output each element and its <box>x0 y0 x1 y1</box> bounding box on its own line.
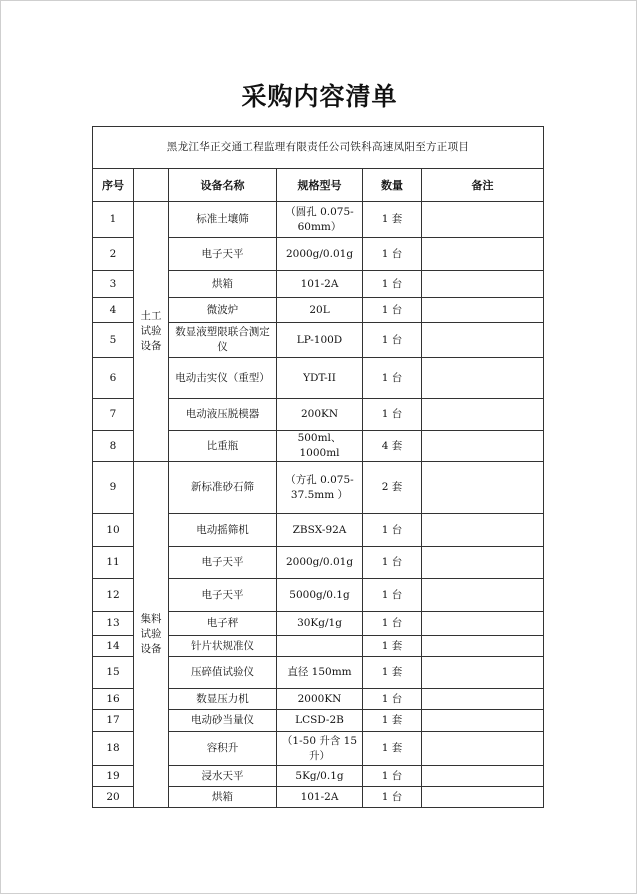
row-number: 7 <box>93 399 134 431</box>
category-label: 集料 <box>140 613 162 625</box>
equipment-spec: 2000g/0.01g <box>277 547 363 579</box>
header-category <box>134 169 169 202</box>
category-label: 设备 <box>140 340 162 352</box>
equipment-spec: 101-2A <box>277 787 363 808</box>
equipment-name: 标准土壤筛 <box>169 202 277 238</box>
row-number: 3 <box>93 271 134 298</box>
equipment-spec: 20L <box>277 298 363 323</box>
category-soil <box>134 202 169 462</box>
equipment-remark <box>422 710 544 732</box>
row-number: 19 <box>93 766 134 787</box>
equipment-name: 电动摇筛机 <box>169 514 277 547</box>
row-number: 2 <box>93 238 134 271</box>
equipment-qty: 1 套 <box>363 710 422 732</box>
project-row <box>93 127 544 169</box>
equipment-remark <box>422 358 544 399</box>
equipment-qty: 1 台 <box>363 358 422 399</box>
equipment-qty: 1 台 <box>363 579 422 612</box>
equipment-spec: 30Kg/1g <box>277 612 363 636</box>
equipment-name: 新标准砂石筛 <box>169 462 277 514</box>
equipment-qty: 1 台 <box>363 787 422 808</box>
row-number: 17 <box>93 710 134 732</box>
equipment-qty: 1 台 <box>363 766 422 787</box>
row-number: 14 <box>93 636 134 657</box>
equipment-remark <box>422 787 544 808</box>
row-number: 1 <box>93 202 134 238</box>
category-label: 土工 <box>140 310 162 322</box>
equipment-remark <box>422 579 544 612</box>
equipment-name: 电动击实仪（重型） <box>169 358 277 399</box>
row-number: 9 <box>93 462 134 514</box>
header-row <box>93 169 544 202</box>
document-title: 采购内容清单 <box>241 82 398 111</box>
equipment-name: 烘箱 <box>169 271 277 298</box>
equipment-qty: 1 套 <box>363 636 422 657</box>
table-row <box>93 462 544 514</box>
equipment-qty: 1 台 <box>363 514 422 547</box>
equipment-remark <box>422 657 544 689</box>
equipment-qty: 1 套 <box>363 202 422 238</box>
equipment-name: 电子天平 <box>169 238 277 271</box>
equipment-name: 电动液压脱模器 <box>169 399 277 431</box>
equipment-spec <box>277 636 363 657</box>
equipment-remark <box>422 636 544 657</box>
equipment-remark <box>422 514 544 547</box>
equipment-name: 容积升 <box>169 732 277 766</box>
row-number: 16 <box>93 689 134 710</box>
equipment-name: 电子秤 <box>169 612 277 636</box>
row-number: 12 <box>93 579 134 612</box>
equipment-remark <box>422 323 544 358</box>
equipment-remark <box>422 271 544 298</box>
equipment-remark <box>422 462 544 514</box>
header-spec: 规格型号 <box>277 169 363 202</box>
equipment-name: 电子天平 <box>169 579 277 612</box>
row-number: 8 <box>93 431 134 462</box>
row-number: 15 <box>93 657 134 689</box>
row-number: 13 <box>93 612 134 636</box>
equipment-name: 电动砂当量仪 <box>169 710 277 732</box>
equipment-spec: 直径 150mm <box>277 657 363 689</box>
equipment-qty: 1 台 <box>363 612 422 636</box>
category-label: 试验 <box>140 325 162 337</box>
row-number: 5 <box>93 323 134 358</box>
category-label: 设备 <box>140 643 162 655</box>
equipment-qty: 4 套 <box>363 431 422 462</box>
equipment-spec: 5Kg/0.1g <box>277 766 363 787</box>
equipment-name: 烘箱 <box>169 787 277 808</box>
header-name: 设备名称 <box>169 169 277 202</box>
equipment-qty: 1 台 <box>363 547 422 579</box>
project-name: 黑龙江华正交通工程监理有限责任公司铁科高速凤阳至方正项目 <box>93 127 544 169</box>
equipment-name: 比重瓶 <box>169 431 277 462</box>
row-number: 4 <box>93 298 134 323</box>
equipment-name: 数显液塑限联合测定仪 <box>169 323 277 358</box>
equipment-qty: 1 台 <box>363 238 422 271</box>
equipment-spec: ZBSX-92A <box>277 514 363 547</box>
equipment-spec: 101-2A <box>277 271 363 298</box>
equipment-remark <box>422 766 544 787</box>
equipment-qty: 1 台 <box>363 298 422 323</box>
header-remark: 备注 <box>422 169 544 202</box>
procurement-table <box>92 126 544 808</box>
equipment-spec: （方孔 0.075-37.5mm ） <box>277 462 363 514</box>
equipment-spec: 500ml、1000ml <box>277 431 363 462</box>
equipment-spec: LP-100D <box>277 323 363 358</box>
equipment-qty: 1 台 <box>363 689 422 710</box>
equipment-remark <box>422 612 544 636</box>
equipment-spec: 2000KN <box>277 689 363 710</box>
equipment-remark <box>422 238 544 271</box>
equipment-qty: 1 台 <box>363 271 422 298</box>
equipment-remark <box>422 547 544 579</box>
equipment-name: 浸水天平 <box>169 766 277 787</box>
equipment-spec: LCSD-2B <box>277 710 363 732</box>
equipment-name: 数显压力机 <box>169 689 277 710</box>
equipment-remark <box>422 689 544 710</box>
equipment-remark <box>422 202 544 238</box>
category-aggregate <box>134 462 169 808</box>
category-label: 试验 <box>140 628 162 640</box>
table-row <box>93 202 544 238</box>
equipment-remark <box>422 431 544 462</box>
equipment-remark <box>422 732 544 766</box>
row-number: 18 <box>93 732 134 766</box>
equipment-qty: 1 套 <box>363 657 422 689</box>
header-qty: 数量 <box>363 169 422 202</box>
equipment-spec: （1-50 升含 15 升） <box>277 732 363 766</box>
equipment-qty: 2 套 <box>363 462 422 514</box>
equipment-spec: YDT-II <box>277 358 363 399</box>
equipment-qty: 1 台 <box>363 399 422 431</box>
row-number: 10 <box>93 514 134 547</box>
equipment-spec: 2000g/0.01g <box>277 238 363 271</box>
equipment-name: 电子天平 <box>169 547 277 579</box>
row-number: 20 <box>93 787 134 808</box>
equipment-name: 针片状规准仪 <box>169 636 277 657</box>
equipment-qty: 1 套 <box>363 732 422 766</box>
row-number: 11 <box>93 547 134 579</box>
equipment-spec: 200KN <box>277 399 363 431</box>
header-no: 序号 <box>93 169 134 202</box>
equipment-qty: 1 台 <box>363 323 422 358</box>
equipment-remark <box>422 298 544 323</box>
row-number: 6 <box>93 358 134 399</box>
equipment-name: 压碎值试验仪 <box>169 657 277 689</box>
equipment-spec: （圆孔 0.075-60mm） <box>277 202 363 238</box>
equipment-spec: 5000g/0.1g <box>277 579 363 612</box>
equipment-name: 微波炉 <box>169 298 277 323</box>
equipment-remark <box>422 399 544 431</box>
